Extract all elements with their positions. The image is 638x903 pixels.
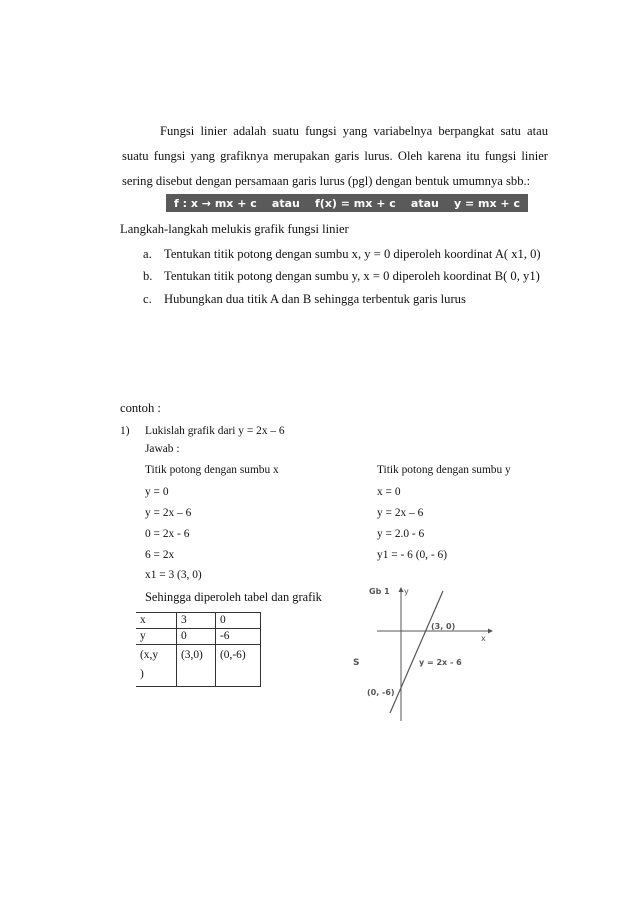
table-cell [177, 663, 216, 687]
y-step-4: y1 = - 6 (0, - 6) [377, 549, 448, 561]
example-heading: contoh : [120, 401, 161, 415]
formula-mapping: f : x → mx + c [174, 196, 257, 210]
table-cell: 0 [177, 629, 216, 645]
table-cell: y [136, 629, 177, 645]
table-row [136, 645, 261, 664]
intro-line-2: suatu fungsi yang grafiknya merupakan garis lurus. Oleh karena itu fungsi linier [122, 149, 548, 163]
table-cell: ) [136, 663, 177, 687]
table-row [136, 663, 261, 687]
formula-separator-1: atau [271, 196, 300, 210]
table-cell: 0 [216, 613, 261, 629]
x-step-4: 6 = 2x [145, 549, 175, 561]
value-table [136, 612, 261, 687]
example-problem: Lukislah grafik dari y = 2x – 6 [145, 425, 285, 437]
formula-equation: y = mx + c [453, 196, 520, 210]
side-mark: S [353, 658, 360, 668]
intro-line-1: Fungsi linier adalah suatu fungsi yang variabelnya berpangkat satu atau [160, 124, 548, 138]
example-answer-label: Jawab : [145, 443, 180, 455]
table-row [136, 629, 261, 645]
table-cell: 3 [177, 613, 216, 629]
table-cell: (3,0) [177, 645, 216, 664]
step-text-c: Hubungkan dua titik A dan B sehingga terbentuk garis lurus [164, 292, 466, 306]
y-step-1: x = 0 [377, 486, 401, 498]
point-b-label: (0, -6) [367, 688, 395, 697]
steps-heading: Langkah-langkah melukis grafik fungsi linier [120, 222, 349, 236]
x-axis-arrow-icon [488, 629, 493, 634]
x-intercept-title: Titik potong dengan sumbu x [145, 464, 279, 476]
function-line [390, 591, 443, 713]
y-intercept-title: Titik potong dengan sumbu y [377, 464, 511, 476]
point-a-label: (3, 0) [431, 622, 456, 631]
intro-line-3: sering disebut dengan persamaan garis lurus (pgl) dengan bentuk umumnya sbb.: [122, 174, 531, 188]
step-marker-b: b. [143, 269, 153, 283]
equation-label: y = 2x - 6 [419, 658, 462, 667]
step-marker-a: a. [143, 247, 152, 261]
step-text-a: Tentukan titik potong dengan sumbu x, y = 0 diperoleh koordinat A( x1, 0) [164, 247, 541, 261]
graph-label: Gb 1 [369, 587, 390, 596]
formula-function: f(x) = mx + c [315, 196, 396, 210]
y-axis-arrow-icon [399, 587, 404, 592]
step-marker-c: c. [143, 292, 152, 306]
conclusion-text: Sehingga diperoleh tabel dan grafik [145, 590, 322, 604]
linear-graph [345, 583, 505, 725]
formula-separator-2: atau [410, 196, 439, 210]
x-step-2: y = 2x – 6 [145, 507, 192, 519]
x-axis-label: x [481, 634, 486, 643]
formula-banner [166, 194, 528, 212]
table-cell [216, 663, 261, 687]
step-text-b: Tentukan titik potong dengan sumbu y, x = 0 diperoleh koordinat B( 0, y1) [164, 269, 540, 283]
table-cell: (0,-6) [216, 645, 261, 664]
x-step-5: x1 = 3 (3, 0) [145, 569, 202, 581]
table-cell: -6 [216, 629, 261, 645]
x-step-3: 0 = 2x - 6 [145, 528, 190, 540]
table-cell: x [136, 613, 177, 629]
x-step-1: y = 0 [145, 486, 169, 498]
intro-paragraph [122, 119, 548, 194]
table-row [136, 613, 261, 629]
y-step-2: y = 2x – 6 [377, 507, 424, 519]
table-cell: (x,y [136, 645, 177, 664]
example-number: 1) [120, 425, 130, 437]
y-axis-label: y [404, 587, 409, 596]
y-step-3: y = 2.0 - 6 [377, 528, 425, 540]
